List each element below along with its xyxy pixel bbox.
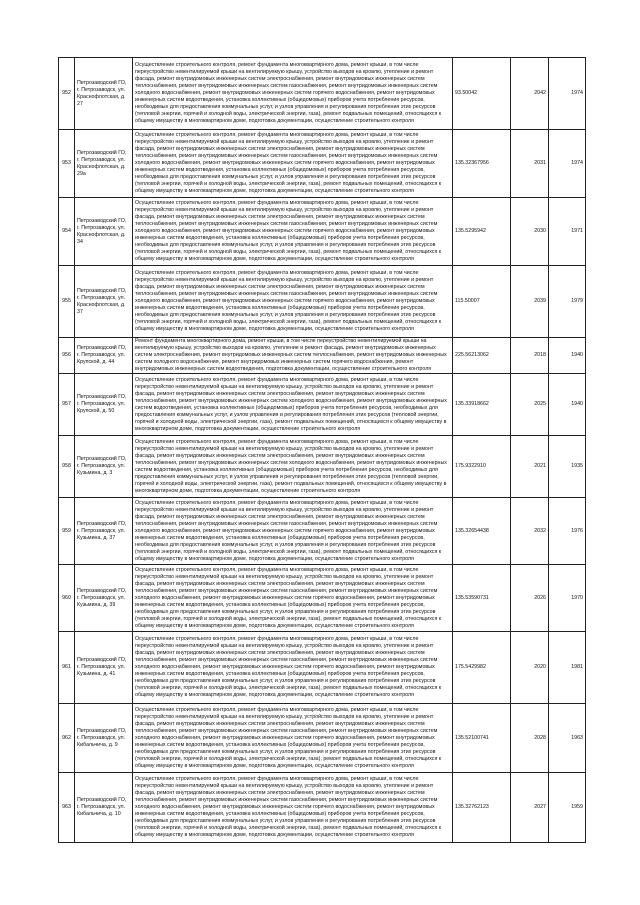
row-build-year: 1970 (549, 565, 586, 632)
row-works: Осуществление строительного контроля, ремонт фундамента многоквартирного дома, ремонт крыши, в том числе переустройство невентилируемой крыши на вентилируемую крышу, устройство выходов на кровлю, утепление и ремонт фасада, ремонт внутридомовых инженерных систем электроснабжения, ремонт внутридомовых инженерных систем теплоснабжения, ремонт внутридомовых инженерных систем газоснабжения, ремонт внутридомовых инженерных систем холодного водоснабжения, ремонт внутридомовых инженерных систем горячего водоснабжения, ремонт внутридомовых инженерных систем водоотведения, установка коллективных (общедомовых) приборов учета потребления ресурсов, необходимых для предоставления коммунальных услуг, и узлов управления и регулирования потребления этих ресурсов (тепловой энергии, горячей и холодной воды, электрической энергии, газа), ремонт подвальных помещений, относящихся к общему имуществу в многоквартирном доме, подготовка документации, осуществление строительного контроля (133, 58, 453, 130)
row-number: 953 (59, 130, 75, 198)
row-plan-year: 2032 (511, 498, 549, 565)
row-works: Осуществление строительного контроля, ремонт фундамента многоквартирного дома, ремонт крыши, в том числе переустройство невентилируемой крыши на вентилируемую крышу, устройство выходов на кровлю, утепление и ремонт фасада, ремонт внутридомовых инженерных систем электроснабжения, ремонт внутридомовых инженерных систем теплоснабжения, ремонт внутридомовых инженерных систем газоснабжения, ремонт внутридомовых инженерных систем холодного водоснабжения, ремонт внутридомовых инженерных систем горячего водоснабжения, ремонт внутридомовых инженерных систем водоотведения, установка коллективных (общедомовых) приборов учета потребления ресурсов, необходимых для предоставления коммунальных услуг, и узлов управления и регулирования потребления этих ресурсов (тепловой энергии, горячей и холодной воды, электрической энергии, газа), ремонт подвальных помещений, относящихся к общему имуществу в многоквартирном доме, подготовка документации, осуществление строительного контроля (133, 498, 453, 565)
row-plan-year: 2026 (511, 565, 549, 632)
row-number: 961 (59, 632, 75, 704)
row-area-value: 225.56213062 (453, 338, 511, 374)
row-works: Осуществление строительного контроля, ремонт фундамента многоквартирного дома, ремонт крыши, в том числе переустройство невентилируемой крыши на вентилируемую крышу, устройство выходов на кровлю, утепление и ремонт фасада, ремонт внутридомовых инженерных систем электроснабжения, ремонт внутридомовых инженерных систем теплоснабжения, ремонт внутридомовых инженерных систем газоснабжения, ремонт внутридомовых инженерных систем холодного водоснабжения, ремонт внутридомовых инженерных систем горячего водоснабжения, ремонт внутридомовых инженерных систем водоотведения, установка коллективных (общедомовых) приборов учета потребления ресурсов, необходимых для предоставления коммунальных услуг, и узлов управления и регулирования потребления этих ресурсов (тепловой энергии, горячей и холодной воды, электрической энергии, газа), ремонт подвальных помещений, относящихся к общему имуществу в многоквартирном доме, подготовка документации, осуществление строительного контроля (133, 632, 453, 704)
row-number: 956 (59, 338, 75, 374)
table-row (59, 130, 586, 198)
row-address: Петрозаводский ГО, г. Петрозаводск, ул. Кибальчича, д. 10 (75, 773, 133, 843)
row-plan-year: 2042 (511, 58, 549, 130)
row-number: 955 (59, 266, 75, 338)
row-build-year: 1981 (549, 632, 586, 704)
row-address: Петрозаводский ГО, г. Петрозаводск, ул. Краснофлотская, д. 27 (75, 58, 133, 130)
row-plan-year: 2039 (511, 266, 549, 338)
row-address: Петрозаводский ГО, г. Петрозаводск, ул. Кузьмина, д. 37 (75, 498, 133, 565)
row-works: Осуществление строительного контроля, ремонт фундамента многоквартирного дома, ремонт крыши, в том числе переустройство невентилируемой крыши на вентилируемую крышу, устройство выходов на кровлю, утепление и ремонт фасада, ремонт внутридомовых инженерных систем электроснабжения, ремонт внутридомовых инженерных систем теплоснабжения, ремонт внутридомовых инженерных систем газоснабжения, ремонт внутридомовых инженерных систем холодного водоснабжения, ремонт внутридомовых инженерных систем горячего водоснабжения, ремонт внутридомовых инженерных систем водоотведения, установка коллективных (общедомовых) приборов учета потребления ресурсов, необходимых для предоставления коммунальных услуг, и узлов управления и регулирования потребления этих ресурсов (тепловой энергии, горячей и холодной воды, электрической энергии, газа), ремонт подвальных помещений, относящихся к общему имуществу в многоквартирном доме, подготовка документации, осуществление строительного контроля (133, 266, 453, 338)
row-number: 952 (59, 58, 75, 130)
row-build-year: 1959 (549, 773, 586, 843)
table-row (59, 436, 586, 498)
row-plan-year: 2028 (511, 704, 549, 773)
table-row (59, 704, 586, 773)
row-area-value: 115.50007 (453, 266, 511, 338)
row-number: 960 (59, 565, 75, 632)
row-works: Осуществление строительного контроля, ремонт фундамента многоквартирного дома, ремонт крыши, в том числе переустройство невентилируемой крыши на вентилируемую крышу, устройство выходов на кровлю, утепление и ремонт фасада, ремонт внутридомовых инженерных систем электроснабжения, ремонт внутридомовых инженерных систем теплоснабжения, ремонт внутридомовых инженерных систем газоснабжения, ремонт внутридомовых инженерных систем холодного водоснабжения, ремонт внутридомовых инженерных систем горячего водоснабжения, ремонт внутридомовых инженерных систем водоотведения, установка коллективных (общедомовых) приборов учета потребления ресурсов, необходимых для предоставления коммунальных услуг, и узлов управления и регулирования потребления этих ресурсов (тепловой энергии, горячей и холодной воды, электрической энергии, газа), ремонт подвальных помещений, относящихся к общему имуществу в многоквартирном доме, подготовка документации, осуществление строительного контроля (133, 704, 453, 773)
table-row (59, 198, 586, 266)
row-number: 954 (59, 198, 75, 266)
row-area-value: 135.32654438 (453, 498, 511, 565)
row-build-year: 1940 (549, 338, 586, 374)
row-number: 962 (59, 704, 75, 773)
row-build-year: 1963 (549, 704, 586, 773)
row-works: Осуществление строительного контроля, ремонт фундамента многоквартирного дома, ремонт крыши, в том числе переустройство невентилируемой крыши на вентилируемую крышу, устройство выходов на кровлю, утепление и ремонт фасада, ремонт внутридомовых инженерных систем электроснабжения, ремонт внутридомовых инженерных систем теплоснабжения, ремонт внутридомовых инженерных систем газоснабжения, ремонт внутридомовых инженерных систем холодного водоснабжения, ремонт внутридомовых инженерных систем горячего водоснабжения, ремонт внутридомовых инженерных систем водоотведения, установка коллективных (общедомовых) приборов учета потребления ресурсов, необходимых для предоставления коммунальных услуг, и узлов управления и регулирования потребления этих ресурсов (тепловой энергии, горячей и холодной воды, электрической энергии, газа), ремонт подвальных помещений, относящихся к общему имуществу в многоквартирном доме, подготовка документации, осуществление строительного контроля (133, 565, 453, 632)
row-number: 958 (59, 436, 75, 498)
row-build-year: 1971 (549, 198, 586, 266)
capital-repair-table (58, 57, 586, 843)
row-build-year: 1935 (549, 436, 586, 498)
row-address: Петрозаводский ГО, г. Петрозаводск, ул. Крупской, д. 50 (75, 374, 133, 436)
row-area-value: 175.9322910 (453, 436, 511, 498)
row-address: Петрозаводский ГО, г. Петрозаводск, ул. Кузьмина, д. 41 (75, 632, 133, 704)
row-build-year: 1979 (549, 266, 586, 338)
row-build-year: 1940 (549, 374, 586, 436)
row-plan-year: 2021 (511, 436, 549, 498)
row-area-value: 135.53590731 (453, 565, 511, 632)
row-area-value: 135.32367956 (453, 130, 511, 198)
row-area-value: 135.32762123 (453, 773, 511, 843)
row-plan-year: 2031 (511, 130, 549, 198)
table-row (59, 374, 586, 436)
row-build-year: 1974 (549, 130, 586, 198)
row-address: Петрозаводский ГО, г. Петрозаводск, ул. Краснофлотская, д. 37 (75, 266, 133, 338)
row-plan-year: 2030 (511, 198, 549, 266)
row-build-year: 1974 (549, 58, 586, 130)
table-row (59, 266, 586, 338)
document-page (58, 57, 585, 843)
row-address: Петрозаводский ГО, г. Петрозаводск, ул. Краснофлотская, д. 34 (75, 198, 133, 266)
table-row (59, 58, 586, 130)
table-row (59, 498, 586, 565)
table-body (59, 58, 586, 843)
row-works: Ремонт фундамента многоквартирного дома, ремонт крыши, в том числе переустройство невентилируемой крыши на вентилируемую крышу, устройство выходов на кровлю, утепление и ремонт фасада, ремонт внутридомовых инженерных систем электроснабжения, ремонт внутридомовых инженерных систем теплоснабжения, ремонт внутридомовых инженерных систем холодного водоснабжения, ремонт внутридомовых инженерных систем горячего водоснабжения, ремонт внутридомовых инженерных систем водоотведения, подготовка документации, осуществление строительного контроля (133, 338, 453, 374)
table-row (59, 773, 586, 843)
row-works: Осуществление строительного контроля, ремонт фундамента многоквартирного дома, ремонт крыши, в том числе переустройство невентилируемой крыши на вентилируемую крышу, устройство выходов на кровлю, утепление и ремонт фасада, ремонт внутридомовых инженерных систем электроснабжения, ремонт внутридомовых инженерных систем теплоснабжения, ремонт внутридомовых инженерных систем газоснабжения, ремонт внутридомовых инженерных систем холодного водоснабжения, ремонт внутридомовых инженерных систем горячего водоснабжения, ремонт внутридомовых инженерных систем водоотведения, установка коллективных (общедомовых) приборов учета потребления ресурсов, необходимых для предоставления коммунальных услуг, и узлов управления и регулирования потребления этих ресурсов (тепловой энергии, горячей и холодной воды, электрической энергии, газа), ремонт подвальных помещений, относящихся к общему имуществу в многоквартирном доме, подготовка документации, осуществление строительного контроля (133, 130, 453, 198)
row-area-value: 135.33918662 (453, 374, 511, 436)
table-row (59, 632, 586, 704)
table-row (59, 565, 586, 632)
row-number: 963 (59, 773, 75, 843)
row-number: 959 (59, 498, 75, 565)
row-area-value: 135.52100741 (453, 704, 511, 773)
row-works: Осуществление строительного контроля, ремонт фундамента многоквартирного дома, ремонт крыши, в том числе переустройство невентилируемой крыши на вентилируемую крышу, устройство выходов на кровлю, утепление и ремонт фасада, ремонт внутридомовых инженерных систем электроснабжения, ремонт внутридомовых инженерных систем теплоснабжения, ремонт внутридомовых инженерных систем холодного водоснабжения, ремонт внутридомовых инженерных систем водоотведения, установка коллективных (общедомовых) приборов учета потребления ресурсов, необходимых для предоставления коммунальных услуг, и узлов управления и регулирования потребления этих ресурсов (тепловой энергии, горячей и холодной воды, электрической энергии, газа), ремонт подвальных помещений, относящихся к общему имуществу в многоквартирном доме, подготовка документации, осуществление строительного контроля (133, 374, 453, 436)
row-build-year: 1976 (549, 498, 586, 565)
row-works: Осуществление строительного контроля, ремонт фундамента многоквартирного дома, ремонт крыши, в том числе переустройство невентилируемой крыши на вентилируемую крышу, устройство выходов на кровлю, утепление и ремонт фасада, ремонт внутридомовых инженерных систем электроснабжения, ремонт внутридомовых инженерных систем теплоснабжения, ремонт внутридомовых инженерных систем газоснабжения, ремонт внутридомовых инженерных систем холодного водоснабжения, ремонт внутридомовых инженерных систем горячего водоснабжения, ремонт внутридомовых инженерных систем водоотведения, установка коллективных (общедомовых) приборов учета потребления ресурсов, необходимых для предоставления коммунальных услуг, и узлов управления и регулирования потребления этих ресурсов (тепловой энергии, горячей и холодной воды, электрической энергии, газа), ремонт подвальных помещений, относящихся к общему имуществу в многоквартирном доме, подготовка документации, осуществление строительного контроля (133, 198, 453, 266)
row-plan-year: 2027 (511, 773, 549, 843)
row-works: Осуществление строительного контроля, ремонт фундамента многоквартирного дома, ремонт крыши, в том числе переустройство невентилируемой крыши на вентилируемую крышу, устройство выходов на кровлю, утепление и ремонт фасада, ремонт внутридомовых инженерных систем электроснабжения, ремонт внутридомовых инженерных систем теплоснабжения, ремонт внутридомовых инженерных систем холодного водоснабжения, ремонт внутридомовых инженерных систем водоотведения, установка коллективных (общедомовых) приборов учета потребления ресурсов, необходимых для предоставления коммунальных услуг, и узлов управления и регулирования потребления этих ресурсов (тепловой энергии, горячей и холодной воды, электрической энергии, газа), ремонт подвальных помещений, относящихся к общему имуществу в многоквартирном доме, подготовка документации, осуществление строительного контроля (133, 436, 453, 498)
row-address: Петрозаводский ГО, г. Петрозаводск, ул. Краснофлотская, д. 29а (75, 130, 133, 198)
table-row (59, 338, 586, 374)
row-works: Осуществление строительного контроля, ремонт фундамента многоквартирного дома, ремонт крыши, в том числе переустройство невентилируемой крыши на вентилируемую крышу, устройство выходов на кровлю, утепление и ремонт фасада, ремонт внутридомовых инженерных систем электроснабжения, ремонт внутридомовых инженерных систем теплоснабжения, ремонт внутридомовых инженерных систем газоснабжения, ремонт внутридомовых инженерных систем холодного водоснабжения, ремонт внутридомовых инженерных систем горячего водоснабжения, ремонт внутридомовых инженерных систем водоотведения, установка коллективных (общедомовых) приборов учета потребления ресурсов, необходимых для предоставления коммунальных услуг, и узлов управления и регулирования потребления этих ресурсов (тепловой энергии, горячей и холодной воды, электрической энергии, газа), ремонт подвальных помещений, относящихся к общему имуществу в многоквартирном доме, подготовка документации, осуществление строительного контроля (133, 773, 453, 843)
row-address: Петрозаводский ГО, г. Петрозаводск, ул. Крупской, д. 44 (75, 338, 133, 374)
row-address: Петрозаводский ГО, г. Петрозаводск, ул. Кузьмина, д. 39 (75, 565, 133, 632)
row-plan-year: 2025 (511, 374, 549, 436)
row-address: Петрозаводский ГО, г. Петрозаводск, ул. Кузьмина, д. 3 (75, 436, 133, 498)
row-plan-year: 2020 (511, 632, 549, 704)
row-number: 957 (59, 374, 75, 436)
row-area-value: 135.5295942 (453, 198, 511, 266)
row-area-value: 93.50042 (453, 58, 511, 130)
row-address: Петрозаводский ГО, г. Петрозаводск, ул. Кибальчича, д. 9 (75, 704, 133, 773)
row-plan-year: 2018 (511, 338, 549, 374)
row-area-value: 175.5429982 (453, 632, 511, 704)
